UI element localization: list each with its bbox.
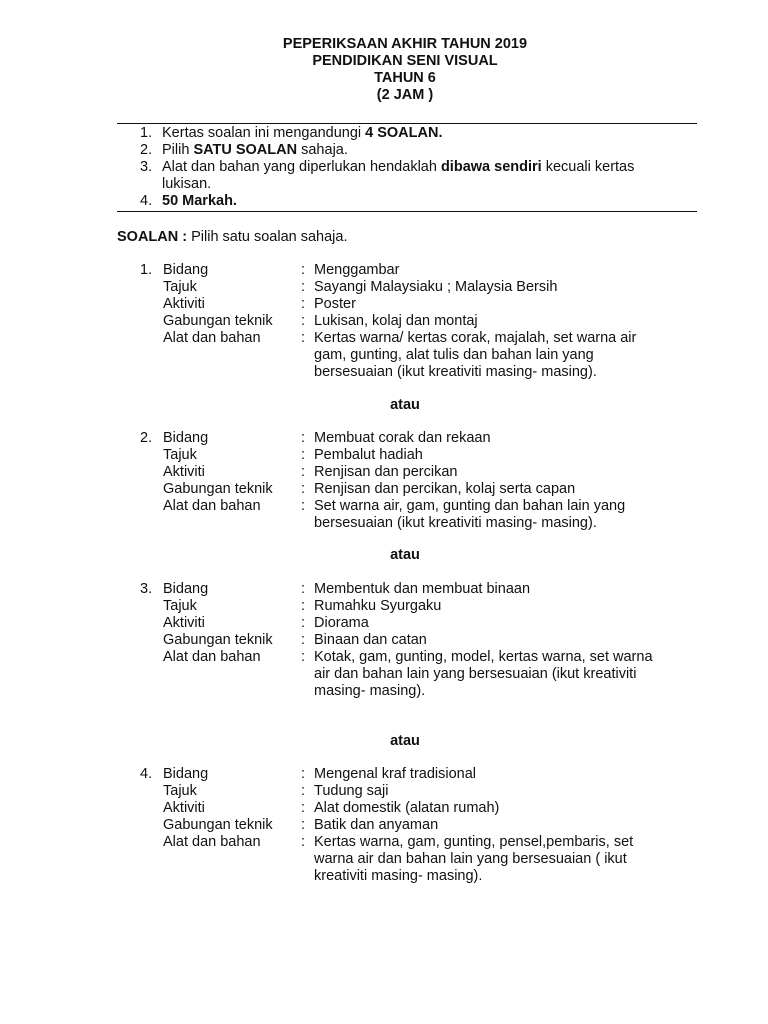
field-label: Gabungan teknik bbox=[163, 481, 273, 497]
aktiviti-value: Alat domestik (alatan rumah) bbox=[314, 800, 500, 816]
field-label: Alat dan bahan bbox=[163, 649, 261, 665]
exam-header bbox=[0, 36, 768, 104]
tajuk-value: Sayangi Malaysiaku ; Malaysia Bersih bbox=[314, 279, 558, 295]
instruction-bold: SATU SOALAN bbox=[193, 142, 298, 158]
aktiviti-value: Renjisan dan percikan bbox=[314, 464, 458, 480]
alat-line: gam, gunting, alat tulis dan bahan lain yang bbox=[314, 347, 594, 363]
instruction-number: 4. bbox=[140, 193, 153, 209]
field-label: Gabungan teknik bbox=[163, 817, 273, 833]
year-title: TAHUN 6 bbox=[374, 70, 436, 86]
field-label: Aktiviti bbox=[163, 464, 205, 480]
gabungan-value: Batik dan anyaman bbox=[314, 817, 439, 833]
instruction-text: Kertas soalan ini mengandungi bbox=[162, 125, 366, 141]
colon: : bbox=[301, 464, 306, 480]
field-label: Bidang bbox=[163, 430, 209, 446]
bidang-value: Menggambar bbox=[314, 262, 400, 278]
question-4 bbox=[140, 766, 700, 885]
instruction-number: 1. bbox=[140, 125, 153, 141]
colon: : bbox=[301, 447, 306, 463]
field-label: Alat dan bahan bbox=[163, 330, 261, 346]
alat-line: air dan bahan lain yang bersesuaian (ikut kreativiti bbox=[314, 666, 637, 682]
atau-separator: atau bbox=[390, 547, 420, 563]
alat-line: bersesuaian (ikut kreativiti masing- masing). bbox=[314, 515, 597, 531]
colon: : bbox=[301, 296, 306, 312]
question-3 bbox=[140, 581, 700, 700]
aktiviti-value: Poster bbox=[314, 296, 356, 312]
atau-separator: atau bbox=[390, 733, 420, 749]
colon: : bbox=[301, 615, 306, 631]
instruction-bold: dibawa sendiri bbox=[440, 159, 542, 175]
question-number: 3. bbox=[140, 581, 153, 597]
bidang-value: Membentuk dan membuat binaan bbox=[314, 581, 531, 597]
instruction-text: Pilih bbox=[162, 142, 194, 158]
duration: (2 JAM ) bbox=[376, 87, 434, 103]
instruction-item bbox=[140, 125, 700, 142]
field-label: Aktiviti bbox=[163, 800, 205, 816]
gabungan-value: Renjisan dan percikan, kolaj serta capan bbox=[314, 481, 576, 497]
alat-line: Kotak, gam, gunting, model, kertas warna, set warna bbox=[314, 649, 653, 665]
colon: : bbox=[301, 581, 306, 597]
colon: : bbox=[301, 330, 306, 346]
colon: : bbox=[301, 800, 306, 816]
soalan-label: SOALAN : bbox=[117, 229, 188, 245]
divider-top bbox=[117, 123, 697, 124]
alat-value bbox=[314, 330, 700, 381]
field-label: Tajuk bbox=[163, 447, 197, 463]
alat-line: bersesuaian (ikut kreativiti masing- masing). bbox=[314, 364, 597, 380]
atau-separator: atau bbox=[390, 397, 420, 413]
tajuk-value: Rumahku Syurgaku bbox=[314, 598, 442, 614]
exam-title: PEPERIKSAAN AKHIR TAHUN 2019 bbox=[282, 36, 528, 52]
tajuk-value: Tudung saji bbox=[314, 783, 389, 799]
instruction-item bbox=[140, 193, 700, 210]
question-number: 1. bbox=[140, 262, 153, 278]
colon: : bbox=[301, 262, 306, 278]
colon: : bbox=[301, 430, 306, 446]
colon: : bbox=[301, 598, 306, 614]
alat-line: kreativiti masing- masing). bbox=[314, 868, 483, 884]
colon: : bbox=[301, 817, 306, 833]
field-label: Bidang bbox=[163, 262, 209, 278]
alat-value bbox=[314, 834, 700, 885]
instruction-text: sahaja. bbox=[297, 142, 348, 158]
colon: : bbox=[301, 498, 306, 514]
gabungan-value: Lukisan, kolaj dan montaj bbox=[314, 313, 478, 329]
question-number: 4. bbox=[140, 766, 153, 782]
instruction-text: Alat dan bahan yang diperlukan hendaklah bbox=[162, 159, 441, 175]
instruction-text: kecuali kertas lukisan. bbox=[162, 159, 635, 192]
subject-title: PENDIDIKAN SENI VISUAL bbox=[312, 53, 498, 69]
colon: : bbox=[301, 834, 306, 850]
alat-line: Kertas warna, gam, gunting, pensel,pembaris, set bbox=[314, 834, 634, 850]
field-label: Bidang bbox=[163, 581, 209, 597]
colon: : bbox=[301, 481, 306, 497]
field-label: Alat dan bahan bbox=[163, 498, 261, 514]
field-label: Aktiviti bbox=[163, 615, 205, 631]
alat-value bbox=[314, 649, 700, 700]
instruction-item bbox=[140, 142, 700, 159]
aktiviti-value: Diorama bbox=[314, 615, 369, 631]
alat-line: warna air dan bahan lain yang bersesuaian ( ikut bbox=[314, 851, 627, 867]
field-label: Alat dan bahan bbox=[163, 834, 261, 850]
field-label: Tajuk bbox=[163, 279, 197, 295]
colon: : bbox=[301, 279, 306, 295]
divider-bottom bbox=[117, 211, 697, 212]
alat-line: masing- masing). bbox=[314, 683, 426, 699]
field-label: Tajuk bbox=[163, 598, 197, 614]
instructions-list bbox=[140, 125, 700, 210]
soalan-heading bbox=[117, 229, 348, 246]
instruction-item bbox=[140, 159, 700, 193]
soalan-text: Pilih satu soalan sahaja. bbox=[187, 229, 348, 245]
colon: : bbox=[301, 783, 306, 799]
instruction-number: 3. bbox=[140, 159, 153, 175]
colon: : bbox=[301, 766, 306, 782]
instruction-number: 2. bbox=[140, 142, 153, 158]
instruction-bold: 50 Markah. bbox=[162, 193, 237, 209]
bidang-value: Mengenal kraf tradisional bbox=[314, 766, 477, 782]
gabungan-value: Binaan dan catan bbox=[314, 632, 427, 648]
colon: : bbox=[301, 313, 306, 329]
field-label: Gabungan teknik bbox=[163, 313, 273, 329]
alat-value bbox=[314, 498, 700, 532]
colon: : bbox=[301, 632, 306, 648]
alat-line: Set warna air, gam, gunting dan bahan lain yang bbox=[314, 498, 626, 514]
alat-line: Kertas warna/ kertas corak, majalah, set warna air bbox=[314, 330, 637, 346]
field-label: Gabungan teknik bbox=[163, 632, 273, 648]
field-label: Tajuk bbox=[163, 783, 197, 799]
bidang-value: Membuat corak dan rekaan bbox=[314, 430, 491, 446]
question-1 bbox=[140, 262, 700, 381]
field-label: Bidang bbox=[163, 766, 209, 782]
tajuk-value: Pembalut hadiah bbox=[314, 447, 423, 463]
question-2 bbox=[140, 430, 700, 532]
instruction-bold: 4 SOALAN. bbox=[365, 125, 443, 141]
field-label: Aktiviti bbox=[163, 296, 205, 312]
colon: : bbox=[301, 649, 306, 665]
question-number: 2. bbox=[140, 430, 153, 446]
